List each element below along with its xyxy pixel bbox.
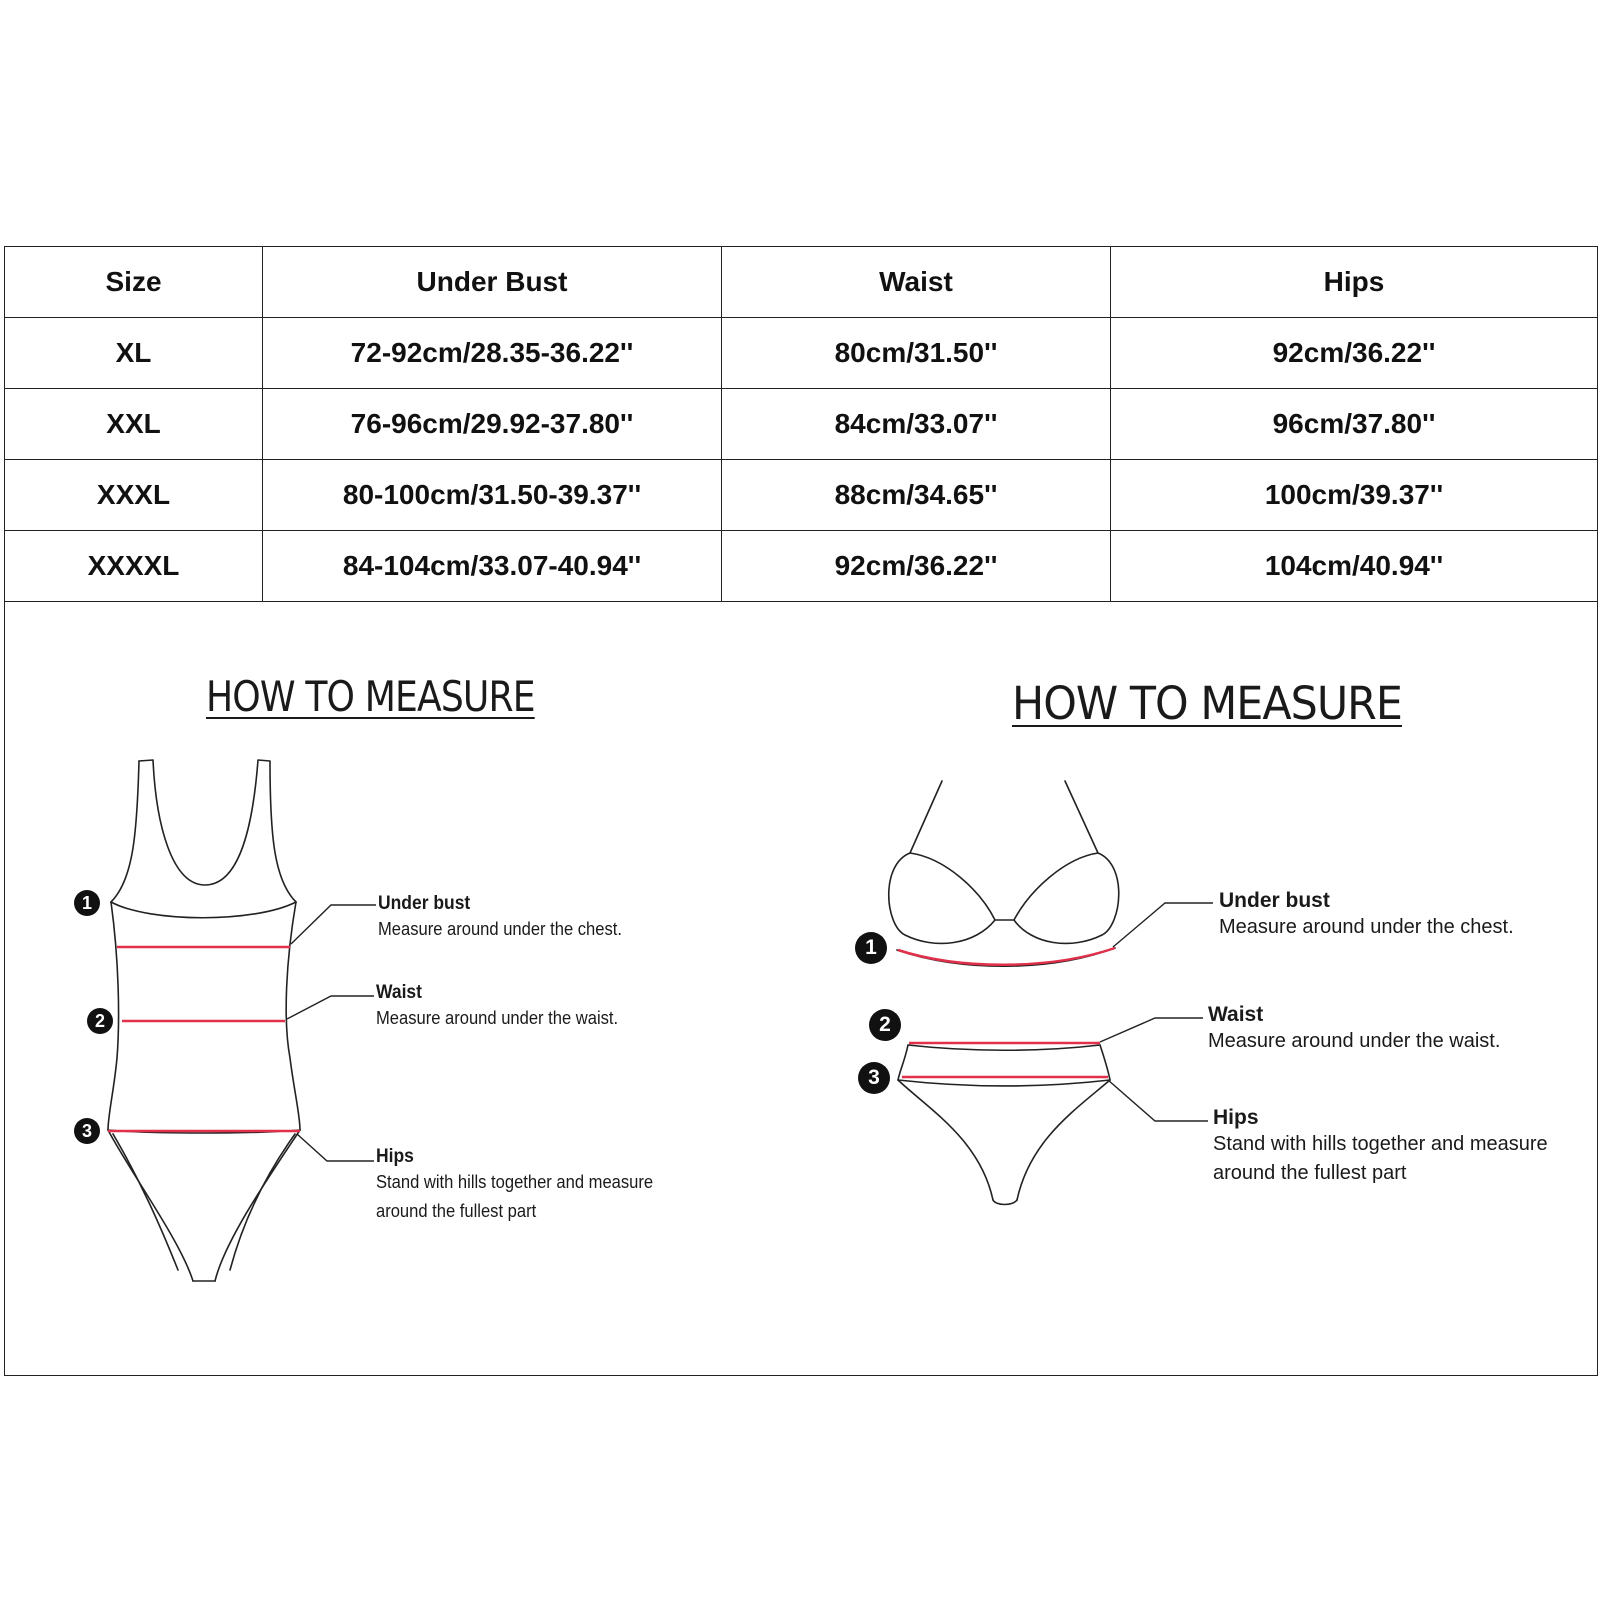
left-hips-desc-1: Stand with hills together and measure [376, 1172, 654, 1192]
cell-size: XL [5, 318, 263, 389]
right-hips-title: Hips [1213, 1106, 1259, 1129]
left-waist-desc: Measure around under the waist. [376, 1008, 619, 1028]
cell-size: XXXL [5, 460, 263, 531]
cell-hips: 92cm/36.22'' [1111, 318, 1598, 389]
marker-1-right: 1 [855, 932, 887, 964]
right-waist-label [1208, 1003, 1500, 1056]
left-hips-desc-2: around the fullest part [376, 1201, 537, 1221]
column-header-waist: Waist [722, 247, 1111, 318]
column-header-under-bust: Under Bust [263, 247, 722, 318]
right-hips-label [1213, 1106, 1548, 1188]
marker-2-left: 2 [87, 1008, 113, 1034]
cell-waist: 88cm/34.65'' [722, 460, 1111, 531]
cell-under-bust: 72-92cm/28.35-36.22'' [263, 318, 722, 389]
cell-waist: 84cm/33.07'' [722, 389, 1111, 460]
right-under-bust-label [1219, 889, 1514, 942]
cell-under-bust: 80-100cm/31.50-39.37'' [263, 460, 722, 531]
left-under-bust-desc: Measure around under the chest. [378, 919, 622, 939]
left-under-bust-title: Under bust [378, 893, 471, 914]
column-header-size: Size [5, 247, 263, 318]
right-hips-desc-2: around the fullest part [1213, 1162, 1407, 1184]
cell-hips: 104cm/40.94'' [1111, 531, 1598, 602]
right-waist-title: Waist [1208, 1003, 1264, 1026]
right-under-bust-desc: Measure around under the chest. [1219, 916, 1514, 938]
cell-hips: 96cm/37.80'' [1111, 389, 1598, 460]
cell-waist: 80cm/31.50'' [722, 318, 1111, 389]
cell-hips: 100cm/39.37'' [1111, 460, 1598, 531]
cell-waist: 92cm/36.22'' [722, 531, 1111, 602]
left-hips-title: Hips [376, 1146, 414, 1167]
cell-size: XXL [5, 389, 263, 460]
marker-3-left: 3 [74, 1118, 100, 1144]
right-how-to-measure-title: HOW TO MEASURE [1012, 677, 1402, 730]
column-header-hips: Hips [1111, 247, 1598, 318]
marker-2-right: 2 [869, 1009, 901, 1041]
right-waist-desc: Measure around under the waist. [1208, 1030, 1501, 1052]
right-hips-desc-1: Stand with hills together and measure [1213, 1133, 1548, 1155]
cell-size: XXXXL [5, 531, 263, 602]
right-under-bust-title: Under bust [1219, 889, 1330, 912]
left-how-to-measure-title: HOW TO MEASURE [206, 672, 535, 721]
left-waist-title: Waist [376, 982, 422, 1003]
marker-3-right: 3 [858, 1062, 890, 1094]
marker-1-left: 1 [74, 890, 100, 916]
cell-under-bust: 84-104cm/33.07-40.94'' [263, 531, 722, 602]
cell-under-bust: 76-96cm/29.92-37.80'' [263, 389, 722, 460]
